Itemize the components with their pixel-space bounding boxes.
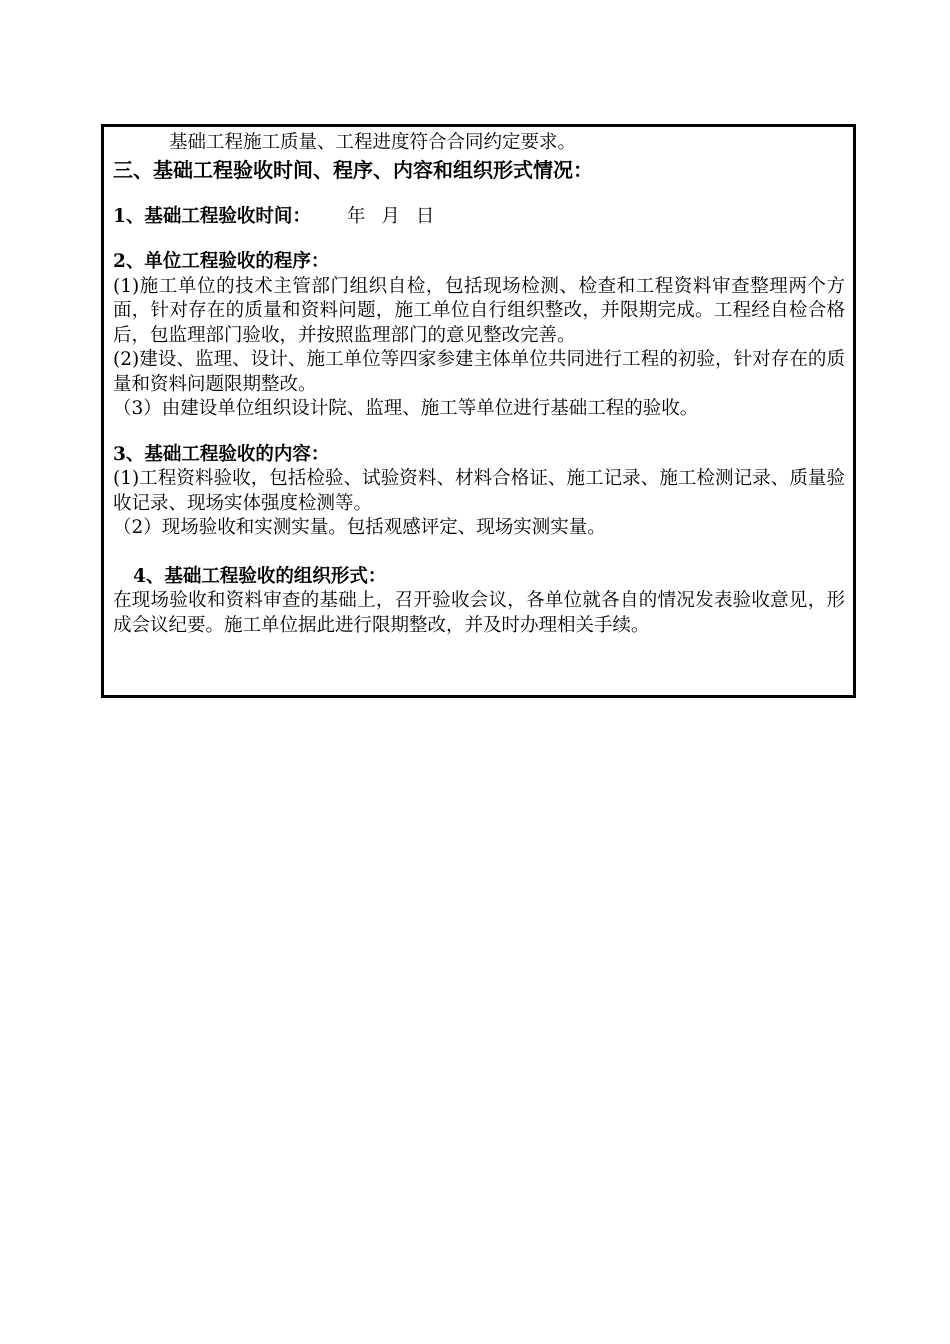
procedure-item-2: (2)建设、监理、设计、施工单位等四家参建主体单位共同进行工程的初验，针对存在的质量和资料问题限期整改。 — [113, 349, 845, 395]
procedure-item-1: (1)施工单位的技术主管部门组织自检，包括现场检测、检查和工程资料审查整理两个方面，针对存在的质量和资料问题，施工单位自行组织整改，并限期完成。工程经自检合格后，包监理部门验收，并按照监理部门的意见整改完善。 — [113, 275, 845, 346]
organization-text: 在现场验收和资料审查的基础上，召开验收会议，各单位就各自的情况发表验收意见，形成会议纪要。施工单位据此进行限期整改，并及时办理相关手续。 — [113, 590, 845, 636]
spacer — [113, 541, 845, 565]
time-heading: 1、基础工程验收时间： — [113, 205, 311, 227]
time-line — [113, 205, 845, 230]
date-month: 月 — [381, 205, 400, 227]
spacer — [113, 229, 845, 250]
intro-line: 基础工程施工质量、工程进度符合合同约定要求。 — [169, 132, 577, 153]
date-day: 日 — [415, 205, 435, 227]
content-heading: 3、基础工程验收的内容： — [113, 443, 330, 465]
spacer — [113, 422, 845, 443]
content-box — [101, 124, 856, 698]
section-title: 三、基础工程验收时间、程序、内容和组织形式情况： — [113, 157, 593, 182]
organization-heading: 4、基础工程验收的组织形式： — [133, 565, 387, 587]
content-item-1: (1)工程资料验收，包括检验、试验资料、材料合格证、施工记录、施工检测记录、质量验收记录、现场实体强度检测等。 — [113, 468, 845, 514]
procedure-item-3: （3）由建设单位组织设计院、监理、施工等单位进行基础工程的验收。 — [113, 398, 699, 419]
spacer — [113, 184, 845, 205]
procedure-heading: 2、单位工程验收的程序： — [113, 251, 330, 272]
content-item-2: （2）现场验收和实测实量。包括观感评定、现场实测实量。 — [113, 517, 606, 538]
date-year: 年 — [346, 205, 366, 227]
